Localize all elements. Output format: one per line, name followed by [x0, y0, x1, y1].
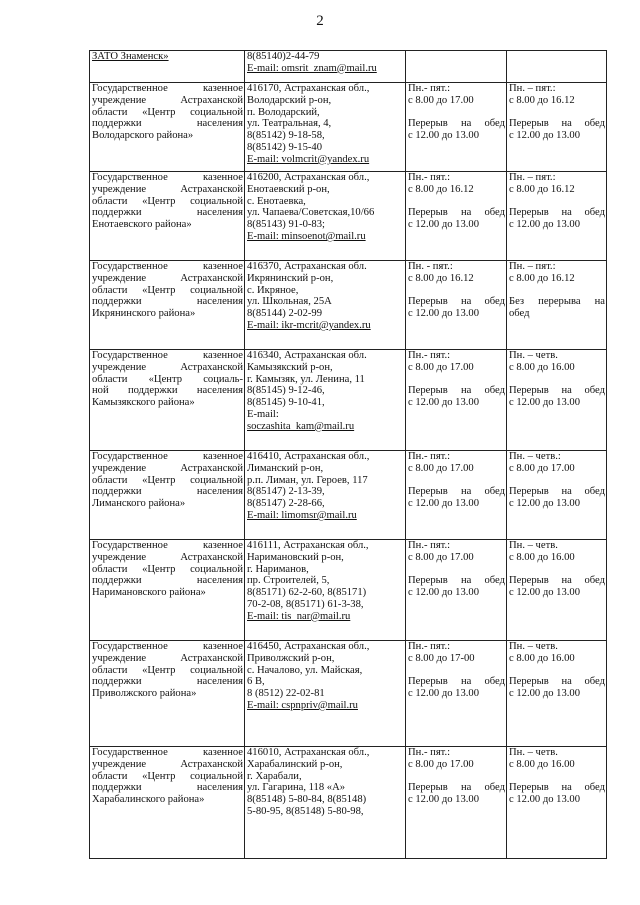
- cell-line: E-mail: limomsr@mail.ru: [247, 509, 357, 521]
- spacer: [408, 475, 505, 487]
- cell-line: ул. Школьная, 25А: [247, 296, 332, 308]
- cell-line: с 12.00 до 13.00: [408, 587, 480, 599]
- cell-line: с. Началово, ул. Майская,: [247, 664, 363, 676]
- cell-line: Государственное казенное: [92, 172, 243, 183]
- institution-name-cell: [90, 172, 245, 261]
- cell-line: поддержки населения: [92, 782, 243, 794]
- cell-line: 416010, Астраханская обл.,: [247, 747, 370, 758]
- cell-line: Енотаевского района»: [92, 219, 192, 231]
- cell-line: Пн. – четв.: [509, 540, 558, 551]
- cell-line: области «Центр социальной: [92, 563, 243, 575]
- cell-line: учреждение Астраханской: [92, 361, 243, 373]
- cell-line: 6 В,: [247, 676, 265, 688]
- address-contacts-cell: [245, 83, 406, 172]
- cell-line: Камызякский р-он,: [247, 361, 333, 373]
- reception-hours-cell: [507, 261, 607, 350]
- cell-line: с 12.00 до 13.00: [408, 397, 480, 409]
- cell-line: Государственное казенное: [92, 451, 243, 462]
- table-row: [90, 641, 607, 747]
- cell-line: Государственное казенное: [92, 540, 243, 551]
- cell-line: Харабалинский р-он,: [247, 758, 343, 770]
- reception-hours-cell: [507, 540, 607, 641]
- cell-line: учреждение Астраханской: [92, 652, 243, 664]
- cell-line: учреждение Астраханской: [92, 94, 243, 106]
- spacer: [509, 475, 605, 487]
- cell-line: с 12.00 до 13.00: [509, 219, 581, 231]
- cell-line: Государственное казенное: [92, 350, 243, 361]
- reception-hours-cell: [507, 747, 607, 859]
- cell-line: Пн.- пят.:: [408, 747, 451, 758]
- cell-line: ул. Чапаева/Советская,10/66: [247, 207, 375, 219]
- cell-line: р.п. Лиман, ул. Героев, 117: [247, 474, 368, 486]
- cell-line: Пн. – пят.:: [509, 172, 556, 183]
- cell-line: с 8.00 до 17.00: [408, 462, 474, 474]
- cell-line: 416450, Астраханская обл.,: [247, 641, 370, 652]
- cell-line: с 8.00 до 17.00: [408, 551, 474, 563]
- cell-line: Перерыв на обед: [509, 782, 605, 794]
- spacer: [509, 285, 605, 297]
- table-row: [90, 747, 607, 859]
- cell-line: учреждение Астраханской: [92, 272, 243, 284]
- cell-line: Перерыв на обед: [408, 782, 505, 794]
- cell-line: с 12.00 до 13.00: [509, 498, 581, 510]
- reception-hours-cell: [507, 451, 607, 540]
- cell-line: с 12.00 до 13.00: [509, 587, 581, 599]
- cell-line: г. Харабали,: [247, 770, 302, 782]
- cell-line: 8(85145) 9-12-46,: [247, 385, 325, 397]
- cell-line: E-mail: cspnpriv@mail.ru: [247, 699, 358, 711]
- address-contacts-cell: [245, 172, 406, 261]
- cell-line: Перерыв на обед: [509, 207, 605, 219]
- cell-line: учреждение Астраханской: [92, 758, 243, 770]
- cell-line: учреждение Астраханской: [92, 183, 243, 195]
- cell-line: учреждение Астраханской: [92, 551, 243, 563]
- cell-line: с 12.00 до 13.00: [408, 498, 480, 510]
- table-row: [90, 83, 607, 172]
- cell-line: области «Центр социальной: [92, 770, 243, 782]
- cell-line: Перерыв на обед: [509, 575, 605, 587]
- cell-line: Пн. – пят.:: [509, 261, 556, 272]
- cell-line: 8(85140)2-44-79: [247, 51, 320, 62]
- cell-line: Енотаевский р-он,: [247, 183, 330, 195]
- cell-line: Государственное казенное: [92, 747, 243, 758]
- cell-line: 416410, Астраханская обл.,: [247, 451, 370, 462]
- cell-line: области «Центр социальной: [92, 195, 243, 207]
- cell-line: поддержки населения: [92, 575, 243, 587]
- cell-line: Перерыв на обед: [408, 118, 505, 130]
- cell-line: Пн.- пят.:: [408, 641, 451, 652]
- cell-line: поддержки населения: [92, 486, 243, 498]
- spacer: [509, 196, 605, 208]
- cell-line: Перерыв на обед: [509, 385, 605, 397]
- address-contacts-cell: [245, 451, 406, 540]
- cell-line: Пн. – четв.: [509, 641, 558, 652]
- cell-line: 8(85147) 2-28-66,: [247, 498, 325, 510]
- cell-line: 8(85144) 2-02-99: [247, 308, 323, 320]
- cell-line: Перерыв на обед: [408, 385, 505, 397]
- cell-line: с 12.00 до 13.00: [509, 688, 581, 700]
- cell-line: Пн.- пят.:: [408, 172, 451, 183]
- cell-line: с 8.00 до 16.00: [509, 758, 575, 770]
- cell-line: 8(85171) 62-2-60, 8(85171): [247, 587, 367, 599]
- institution-name-cell: [90, 51, 245, 83]
- table-row: [90, 540, 607, 641]
- cell-line: 416200, Астраханская обл.,: [247, 172, 370, 183]
- cell-line: Пн.- пят.:: [408, 83, 451, 94]
- cell-line: Камызякского района»: [92, 397, 195, 409]
- cell-line: с 8.00 до 16.00: [509, 652, 575, 664]
- spacer: [408, 285, 505, 297]
- working-hours-cell: [406, 540, 507, 641]
- cell-line: п. Володарский,: [247, 106, 320, 118]
- table-row: [90, 261, 607, 350]
- cell-line: Наримановского района»: [92, 587, 206, 599]
- cell-line: 8(85143) 91-0-83;: [247, 219, 325, 231]
- cell-line: E-mail: ikr-mcrit@yandex.ru: [247, 319, 371, 331]
- cell-line: с 8.00 до 17-00: [408, 652, 475, 664]
- working-hours-cell: [406, 261, 507, 350]
- page-number: 2: [316, 13, 324, 29]
- cell-line: учреждение Астраханской: [92, 462, 243, 474]
- cell-line: с 8.00 до 16.12: [509, 94, 575, 106]
- cell-line: Без перерыва на: [509, 296, 605, 308]
- address-contacts-cell: [245, 51, 406, 83]
- working-hours-cell: [406, 51, 507, 83]
- cell-line: поддержки населения: [92, 207, 243, 219]
- reception-hours-cell: [507, 350, 607, 451]
- cell-line: с 8.00 до 17.00: [509, 462, 575, 474]
- cell-line: с 12.00 до 13.00: [408, 130, 480, 142]
- institution-name-cell: [90, 540, 245, 641]
- cell-line: Икрянинский р-он,: [247, 272, 334, 284]
- cell-line: Лиманский р-он,: [247, 462, 324, 474]
- cell-line: 8(85147) 2-13-39,: [247, 486, 325, 498]
- cell-line: E-mail: tis_nar@mail.ru: [247, 610, 351, 622]
- institution-name-cell: [90, 261, 245, 350]
- cell-line: 416111, Астраханская обл.,: [247, 540, 369, 551]
- working-hours-cell: [406, 451, 507, 540]
- working-hours-cell: [406, 172, 507, 261]
- working-hours-cell: [406, 747, 507, 859]
- cell-line: Перерыв на обед: [408, 296, 505, 308]
- cell-line: Государственное казенное: [92, 83, 243, 94]
- institutions-table: [89, 50, 607, 859]
- cell-line: Пн. – пят.:: [509, 83, 556, 94]
- cell-line: Пн. – четв.:: [509, 451, 561, 462]
- cell-line: поддержки населения: [92, 296, 243, 308]
- spacer: [408, 374, 505, 386]
- cell-line: с 8.00 до 16.12: [408, 183, 474, 195]
- spacer: [408, 771, 505, 783]
- address-contacts-cell: [245, 747, 406, 859]
- cell-line: 70-2-08, 8(85171) 61-3-38,: [247, 598, 364, 610]
- reception-hours-cell: [507, 83, 607, 172]
- cell-line: ул. Театральная, 4,: [247, 118, 332, 130]
- cell-line: Перерыв на обед: [509, 486, 605, 498]
- cell-line: с 12.00 до 13.00: [408, 688, 480, 700]
- cell-line: поддержки населения: [92, 118, 243, 130]
- spacer: [408, 564, 505, 576]
- cell-line: 8(85145) 9-10-41,: [247, 397, 325, 409]
- institution-name-cell: [90, 641, 245, 747]
- spacer: [509, 107, 605, 119]
- cell-line: Приволжского района»: [92, 688, 197, 700]
- cell-line: области «Центр социальной: [92, 664, 243, 676]
- cell-line: с 12.00 до 13.00: [509, 794, 581, 806]
- reception-hours-cell: [507, 641, 607, 747]
- cell-line: с. Икряное,: [247, 284, 299, 296]
- spacer: [509, 374, 605, 386]
- cell-line: Пн. – четв.: [509, 747, 558, 758]
- working-hours-cell: [406, 641, 507, 747]
- cell-line: Пн.- пят.:: [408, 350, 451, 361]
- cell-line: с. Енотаевка,: [247, 195, 306, 207]
- spacer: [509, 564, 605, 576]
- table-row: [90, 451, 607, 540]
- cell-line: Перерыв на обед: [509, 676, 605, 688]
- reception-hours-cell: [507, 51, 607, 83]
- cell-line: 416340, Астраханская обл.: [247, 350, 367, 361]
- address-contacts-cell: [245, 350, 406, 451]
- cell-line: ул. Гагарина, 118 «А»: [247, 782, 346, 794]
- cell-line: 416170, Астраханская обл.,: [247, 83, 370, 94]
- cell-line: 8 (8512) 22-02-81: [247, 688, 325, 700]
- cell-line: Володарский р-он,: [247, 94, 332, 106]
- cell-line: с 8.00 до 17.00: [408, 361, 474, 373]
- cell-line: Наримановский р-он,: [247, 551, 344, 563]
- cell-line: 416370, Астраханская обл.: [247, 261, 367, 272]
- cell-line: Перерыв на обед: [408, 575, 505, 587]
- cell-line: Перерыв на обед: [408, 486, 505, 498]
- cell-line: Перерыв на обед: [408, 676, 505, 688]
- cell-line: с 12.00 до 13.00: [408, 794, 480, 806]
- cell-line: ной поддержки населения: [92, 385, 243, 397]
- cell-line: области «Центр социальной: [92, 474, 243, 486]
- cell-line: с 12.00 до 13.00: [408, 219, 480, 231]
- cell-line: г. Нариманов,: [247, 563, 309, 575]
- cell-line: области «Центр социальной: [92, 106, 243, 118]
- cell-line: 8(85148) 5-80-84, 8(85148): [247, 794, 367, 806]
- institution-name-cell: [90, 350, 245, 451]
- reception-hours-cell: [507, 172, 607, 261]
- cell-line: с 8.00 до 17.00: [408, 758, 474, 770]
- cell-line: E-mail:: [247, 408, 279, 420]
- address-contacts-cell: [245, 641, 406, 747]
- cell-line: с 8.00 до 16.12: [509, 183, 575, 195]
- address-contacts-cell: [245, 261, 406, 350]
- cell-line: с 12.00 до 13.00: [509, 397, 581, 409]
- spacer: [408, 196, 505, 208]
- cell-line: Икрянинского района»: [92, 308, 196, 320]
- cell-line: 5-80-95, 8(85148) 5-80-98,: [247, 805, 364, 817]
- cell-line: ЗАТО Знаменск»: [92, 51, 169, 62]
- cell-line: с 8.00 до 17.00: [408, 94, 474, 106]
- cell-line: области «Центр социаль-: [92, 373, 243, 385]
- cell-line: E-mail: omsrit_znam@mail.ru: [247, 62, 377, 74]
- spacer: [408, 665, 505, 677]
- institution-name-cell: [90, 83, 245, 172]
- cell-line: E-mail: volmcrit@yandex.ru: [247, 153, 370, 165]
- cell-line: Перерыв на обед: [509, 118, 605, 130]
- cell-line: 8(85142) 9-15-40: [247, 141, 323, 153]
- table-row: [90, 350, 607, 451]
- cell-line: с 8.00 до 16.12: [408, 272, 474, 284]
- table-row: [90, 51, 607, 83]
- cell-line: Пн. - пят.:: [408, 261, 453, 272]
- institution-name-cell: [90, 747, 245, 859]
- cell-line: г. Камызяк, ул. Ленина, 11: [247, 373, 365, 385]
- cell-line: Пн. – четв.: [509, 350, 558, 361]
- cell-line: Лиманского района»: [92, 498, 186, 510]
- table-row: [90, 172, 607, 261]
- cell-line: с 8.00 до 16.00: [509, 551, 575, 563]
- cell-line: Государственное казенное: [92, 261, 243, 272]
- cell-line: E-mail: minsoenot@mail.ru: [247, 230, 366, 242]
- cell-line: Пн.- пят.:: [408, 540, 451, 551]
- spacer: [408, 107, 505, 119]
- cell-line: обед: [509, 308, 530, 320]
- cell-line: 8(85142) 9-18-58,: [247, 130, 325, 142]
- cell-line: области «Центр социальной: [92, 284, 243, 296]
- cell-line: поддержки населения: [92, 676, 243, 688]
- cell-line: с 8.00 до 16.12: [509, 272, 575, 284]
- working-hours-cell: [406, 83, 507, 172]
- spacer: [509, 771, 605, 783]
- cell-line: Государственное казенное: [92, 641, 243, 652]
- spacer: [509, 665, 605, 677]
- cell-line: Перерыв на обед: [408, 207, 505, 219]
- cell-line: с 8.00 до 16.00: [509, 361, 575, 373]
- cell-line: Приволжский р-он,: [247, 652, 335, 664]
- cell-line: Володарского района»: [92, 130, 194, 142]
- cell-line: с 12.00 до 13.00: [408, 308, 480, 320]
- cell-line: soczashita_kam@mail.ru: [247, 420, 355, 432]
- cell-line: Пн.- пят.:: [408, 451, 451, 462]
- working-hours-cell: [406, 350, 507, 451]
- institution-name-cell: [90, 451, 245, 540]
- cell-line: Харабалинского района»: [92, 794, 205, 806]
- cell-line: с 12.00 до 13.00: [509, 130, 581, 142]
- cell-line: пр. Строителей, 5,: [247, 575, 330, 587]
- address-contacts-cell: [245, 540, 406, 641]
